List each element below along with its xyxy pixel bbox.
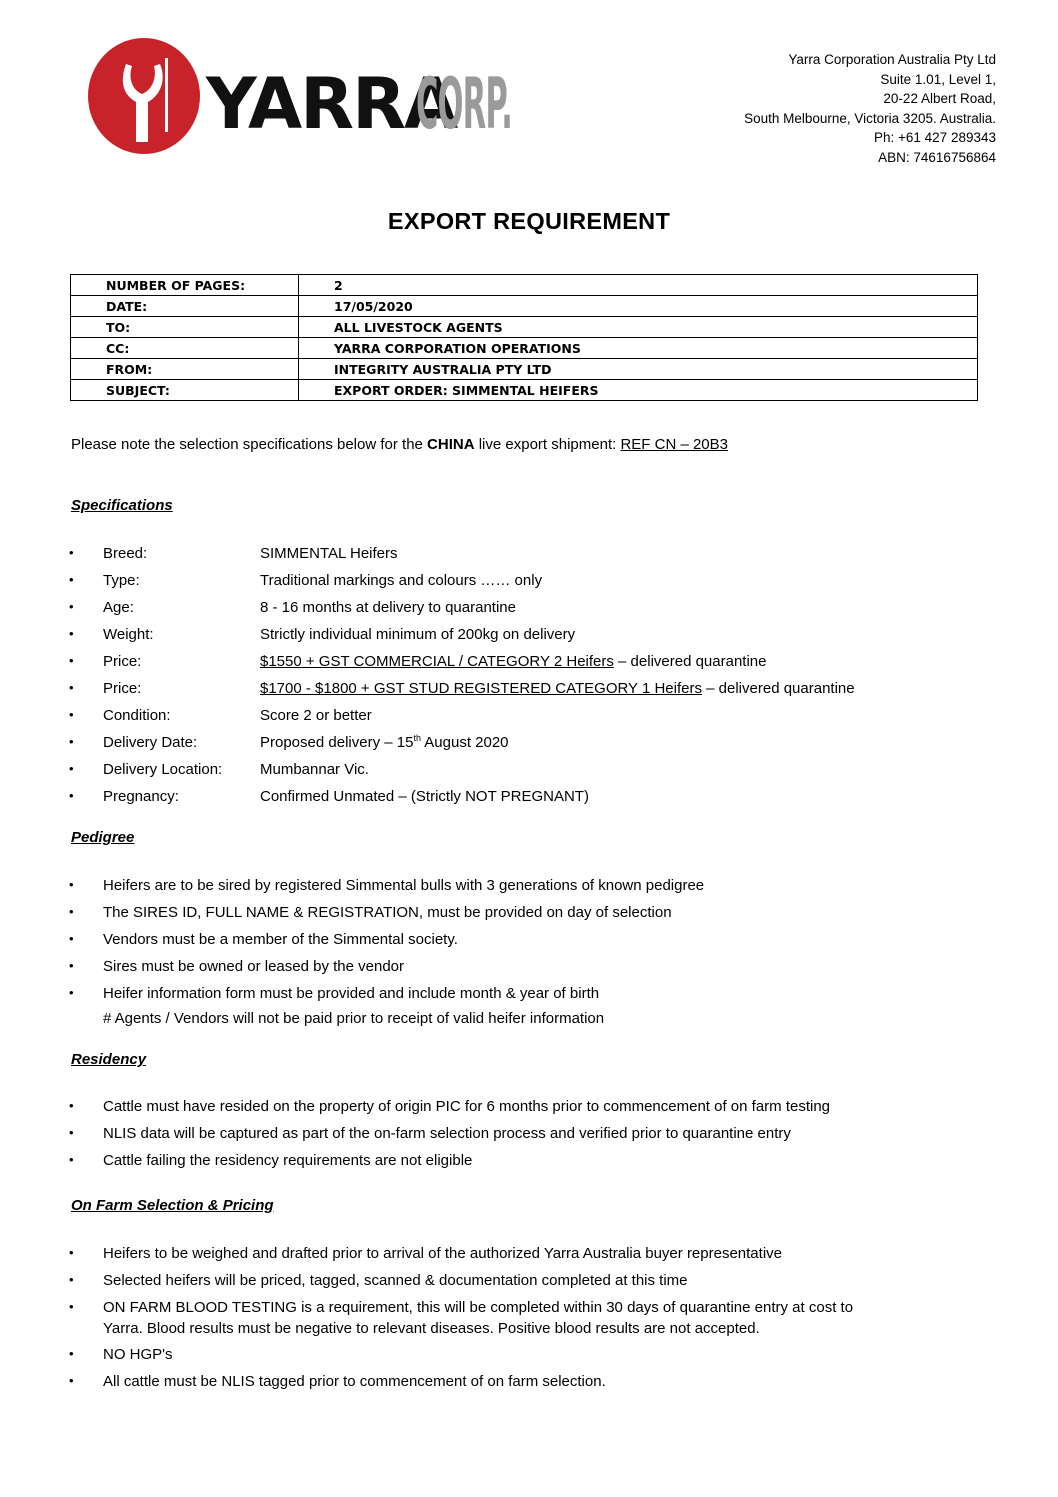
bullet: •: [69, 545, 74, 560]
shipment-reference: REF CN – 20B3: [620, 436, 728, 453]
header-table: [70, 274, 978, 401]
table-value: YARRA CORPORATION OPERATIONS: [299, 338, 978, 359]
list-item-text: Sires must be owned or leased by the vendor: [103, 958, 405, 975]
list-item-text: ON FARM BLOOD TESTING is a requirement, this will be completed within 30 days of quarantine entry at cost to: [103, 1299, 854, 1316]
table-key: CC:: [71, 338, 299, 359]
section-heading-on-farm: On Farm Selection & Pricing: [71, 1197, 274, 1214]
bullet: •: [69, 1373, 74, 1388]
document-title: EXPORT REQUIREMENT: [387, 208, 671, 234]
list-item-text: Selected heifers will be priced, tagged, scanned & documentation completed at this time: [103, 1272, 688, 1289]
table-value: 17/05/2020: [299, 296, 978, 317]
spec-label: Price:: [103, 653, 142, 670]
list-item-text: NLIS data will be captured as part of the on-farm selection process and verified prior to quarantine entry: [103, 1125, 791, 1142]
svg-text:YARRA: YARRA: [206, 63, 457, 145]
spec-value: SIMMENTAL Heifers: [260, 545, 398, 562]
bullet: •: [69, 572, 74, 587]
intro-paragraph: [71, 436, 728, 453]
address-line: 20-22 Albert Road,: [883, 91, 996, 106]
bullet: •: [69, 877, 74, 892]
list-item-text: NO HGP's: [103, 1346, 173, 1363]
spec-label: Price:: [103, 680, 142, 697]
bullet: •: [69, 985, 74, 1000]
table-row: [71, 359, 978, 380]
section-heading-residency: Residency: [71, 1051, 147, 1068]
table-row: [71, 275, 978, 296]
table-row: [71, 296, 978, 317]
table-row: [71, 338, 978, 359]
spec-value: Mumbannar Vic.: [260, 761, 369, 778]
list-item-text: All cattle must be NLIS tagged prior to commencement of on farm selection.: [103, 1373, 606, 1390]
spec-value: [260, 734, 509, 751]
table-value: 2: [299, 275, 978, 296]
bullet: •: [69, 653, 74, 668]
section-heading-specifications: Specifications: [71, 497, 173, 514]
bullet: •: [69, 599, 74, 614]
bullet: •: [69, 904, 74, 919]
spec-label: Pregnancy:: [103, 788, 179, 805]
delivery-date-sup: th: [413, 733, 421, 743]
intro-text: live export shipment:: [474, 436, 621, 453]
table-row: [71, 380, 978, 401]
delivery-date-post: August 2020: [420, 734, 509, 751]
spec-value: Score 2 or better: [260, 707, 372, 724]
spec-label: Delivery Location:: [103, 761, 223, 778]
list-item-text: Vendors must be a member of the Simmental society.: [103, 931, 458, 948]
spec-label: Weight:: [103, 626, 154, 643]
bullet: •: [69, 1346, 74, 1361]
list-item-text: Cattle failing the residency requirements are not eligible: [103, 1152, 473, 1169]
bullet: •: [69, 958, 74, 973]
spec-value: Confirmed Unmated – (Strictly NOT PREGNANT): [260, 788, 589, 805]
address-line: Suite 1.01, Level 1,: [880, 71, 996, 87]
address-line: Ph: +61 427 289343: [874, 130, 996, 145]
list-item-text: Yarra. Blood results must be negative to relevant diseases. Positive blood results are not accepted.: [103, 1320, 760, 1337]
delivery-date-pre: Proposed delivery – 15: [260, 734, 414, 751]
bullet: •: [69, 1299, 74, 1314]
spec-value: [260, 653, 766, 670]
price-suffix: – delivered quarantine: [613, 653, 767, 670]
intro-text: Please note the selection specifications below for the: [71, 436, 428, 453]
company-address: [744, 50, 996, 167]
bullet: •: [69, 680, 74, 695]
spec-value: [260, 680, 855, 697]
list-item-text: Heifers to be weighed and drafted prior to arrival of the authorized Yarra Australia buyer representative: [103, 1245, 782, 1262]
bullet: •: [69, 1098, 74, 1113]
table-value: INTEGRITY AUSTRALIA PTY LTD: [299, 359, 978, 380]
table-row: [71, 317, 978, 338]
bullet: •: [69, 788, 74, 803]
svg-text:CORP.: CORP.: [416, 63, 512, 145]
spec-label: Age:: [103, 599, 134, 616]
spec-label: Delivery Date:: [103, 734, 198, 751]
yarracorp-logo: [86, 36, 516, 156]
address-line: ABN: 74616756864: [878, 149, 996, 165]
list-item-text: Cattle must have resided on the property of origin PIC for 6 months prior to commencement of on farm testing: [103, 1098, 831, 1115]
bullet: •: [69, 1272, 74, 1287]
spec-label: Condition:: [103, 707, 171, 724]
spec-value: 8 - 16 months at delivery to quarantine: [260, 599, 516, 616]
table-key: NUMBER OF PAGES:: [71, 275, 299, 296]
price-commercial: $1550 + GST COMMERCIAL / CATEGORY 2 Heifers: [260, 653, 614, 670]
bullet: •: [69, 761, 74, 776]
table-key: FROM:: [71, 359, 299, 380]
list-item-text: The SIRES ID, FULL NAME & REGISTRATION, must be provided on day of selection: [103, 904, 672, 921]
spec-label: Breed:: [103, 545, 148, 562]
spec-value: Strictly individual minimum of 200kg on delivery: [260, 626, 576, 643]
price-stud: $1700 - $1800 + GST STUD REGISTERED CATEGORY 1 Heifers: [260, 680, 702, 697]
bullet: •: [69, 1125, 74, 1140]
price-suffix: – delivered quarantine: [701, 680, 855, 697]
address-line: Yarra Corporation Australia Pty Ltd: [788, 52, 996, 67]
table-key: DATE:: [71, 296, 299, 317]
list-item-text: Heifer information form must be provided and include month & year of birth: [103, 985, 600, 1002]
note-text: # Agents / Vendors will not be paid prior to receipt of valid heifer information: [103, 1010, 605, 1027]
section-heading-pedigree: Pedigree: [71, 829, 135, 846]
address-line: South Melbourne, Victoria 3205. Australia.: [744, 110, 996, 126]
spec-label: Type:: [103, 572, 140, 589]
bullet: •: [69, 931, 74, 946]
table-key: SUBJECT:: [71, 380, 299, 401]
table-value: EXPORT ORDER: SIMMENTAL HEIFERS: [299, 380, 978, 401]
bullet: •: [69, 707, 74, 722]
bullet: •: [69, 626, 74, 641]
bullet: •: [69, 1152, 74, 1167]
bullet: •: [69, 734, 74, 749]
intro-country: CHINA: [427, 436, 475, 453]
spec-value: Traditional markings and colours …… only: [260, 572, 543, 589]
table-key: TO:: [71, 317, 299, 338]
table-value: ALL LIVESTOCK AGENTS: [299, 317, 978, 338]
bullet: •: [69, 1245, 74, 1260]
list-item-text: Heifers are to be sired by registered Simmental bulls with 3 generations of known pedigree: [103, 877, 705, 894]
